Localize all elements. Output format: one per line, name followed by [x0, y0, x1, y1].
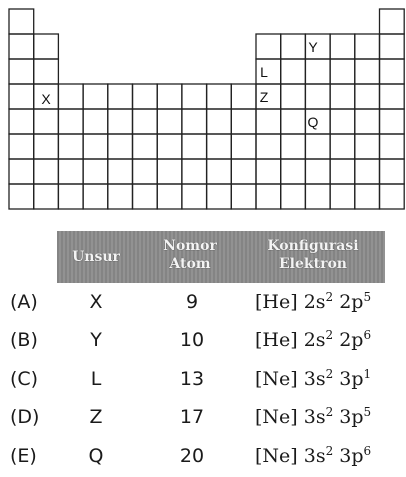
header-atomic-number: Nomor Atom: [163, 238, 217, 272]
table-cell: [58, 184, 83, 209]
table-cell: [157, 159, 182, 184]
option-element: Z: [89, 406, 103, 428]
table-cell: [83, 184, 108, 209]
table-cell: [330, 34, 355, 59]
table-cell: [34, 34, 59, 59]
header-electron-configuration: Konfigurasi Elektron: [267, 238, 359, 272]
table-cell: [207, 159, 232, 184]
option-atomic-number: 13: [179, 368, 205, 390]
table-cell: [380, 159, 405, 184]
table-cell: [182, 109, 207, 134]
table-cell: [207, 84, 232, 109]
table-cell: [133, 159, 158, 184]
table-cell: [108, 109, 133, 134]
table-cell: [256, 134, 281, 159]
table-cell: [281, 34, 306, 59]
table-cell: [83, 159, 108, 184]
table-cell: [108, 159, 133, 184]
table-cell: [355, 184, 380, 209]
table-cell: [9, 159, 34, 184]
table-cell: [330, 59, 355, 84]
element-label-y: Y: [308, 39, 318, 55]
table-cell: [83, 134, 108, 159]
table-cell: [182, 184, 207, 209]
option-atomic-number: 17: [179, 406, 205, 428]
table-cell: [355, 84, 380, 109]
table-cell: [281, 59, 306, 84]
option-element: L: [90, 368, 102, 390]
option-row-b[interactable]: [0, 325, 406, 355]
table-cell: [34, 184, 59, 209]
table-cell: [380, 34, 405, 59]
table-cell: [108, 134, 133, 159]
table-cell: [380, 134, 405, 159]
table-cell: [330, 109, 355, 134]
option-row-d[interactable]: [0, 402, 406, 432]
table-cell: [305, 134, 330, 159]
table-cell: [182, 84, 207, 109]
table-cell: [157, 84, 182, 109]
option-configuration: [He] $2s^2$ $2p^5$: [255, 290, 372, 313]
table-cell: [231, 84, 256, 109]
table-cell: [108, 184, 133, 209]
table-cell: [207, 109, 232, 134]
table-cell: [256, 109, 281, 134]
table-cell: [281, 159, 306, 184]
table-cell: [34, 134, 59, 159]
option-label: (C): [10, 368, 39, 390]
table-cell: [256, 159, 281, 184]
table-cell: [380, 184, 405, 209]
table-cell: [9, 184, 34, 209]
table-cell: [207, 134, 232, 159]
table-cell: [231, 109, 256, 134]
table-cell: [380, 109, 405, 134]
table-cell: [330, 134, 355, 159]
table-cell: [83, 84, 108, 109]
table-cell: [9, 34, 34, 59]
table-cell: [58, 84, 83, 109]
table-cell: [9, 9, 34, 34]
element-label-z: Z: [259, 89, 269, 105]
option-label: (A): [10, 291, 38, 313]
table-cell: [58, 109, 83, 134]
table-cell: [9, 109, 34, 134]
option-element: Y: [90, 329, 102, 351]
table-cell: [355, 34, 380, 59]
table-cell: [9, 134, 34, 159]
table-cell: [133, 109, 158, 134]
table-cell: [355, 59, 380, 84]
table-cell: [182, 134, 207, 159]
table-cell: [157, 184, 182, 209]
option-atomic-number: 10: [179, 329, 205, 351]
table-cell: [330, 84, 355, 109]
table-cell: [231, 159, 256, 184]
table-cell: [34, 109, 59, 134]
table-cell: [231, 134, 256, 159]
table-cell: [83, 109, 108, 134]
table-cell: [380, 59, 405, 84]
table-cell: [305, 184, 330, 209]
option-label: (B): [10, 329, 38, 351]
table-cell: [207, 184, 232, 209]
table-cell: [281, 84, 306, 109]
element-label-l: L: [260, 64, 268, 80]
option-configuration: [Ne] $3s^2$ $3p^1$: [255, 367, 372, 390]
option-configuration: [Ne] $3s^2$ $3p^6$: [255, 444, 372, 467]
table-cell: [182, 159, 207, 184]
option-row-e[interactable]: [0, 441, 406, 471]
table-cell: [58, 134, 83, 159]
option-configuration: [Ne] $3s^2$ $3p^5$: [255, 405, 372, 428]
option-atomic-number: 20: [179, 445, 205, 467]
option-label: (D): [10, 406, 40, 428]
table-cell: [281, 184, 306, 209]
table-cell: [9, 84, 34, 109]
table-cell: [231, 184, 256, 209]
table-cell: [380, 9, 405, 34]
option-row-c[interactable]: [0, 364, 406, 394]
table-cell: [133, 184, 158, 209]
table-cell: [305, 84, 330, 109]
table-cell: [34, 59, 59, 84]
table-cell: [281, 134, 306, 159]
table-cell: [9, 59, 34, 84]
table-cell: [256, 34, 281, 59]
table-cell: [281, 109, 306, 134]
option-configuration: [He] $2s^2$ $2p^6$: [255, 328, 372, 351]
table-cell: [355, 109, 380, 134]
option-atomic-number: 9: [185, 291, 199, 313]
header-element: Unsur: [72, 249, 120, 265]
table-cell: [330, 159, 355, 184]
option-label: (E): [10, 445, 37, 467]
table-cell: [305, 159, 330, 184]
table-cell: [157, 109, 182, 134]
table-cell: [133, 84, 158, 109]
table-cell: [133, 134, 158, 159]
option-element: Q: [88, 445, 104, 467]
table-cell: [58, 159, 83, 184]
table-cell: [355, 134, 380, 159]
option-element: X: [89, 291, 103, 313]
table-cell: [330, 184, 355, 209]
element-label-q: Q: [307, 114, 319, 130]
element-label-x: X: [41, 91, 51, 107]
table-cell: [108, 84, 133, 109]
table-cell: [34, 159, 59, 184]
table-cell: [380, 84, 405, 109]
periodic-table-grid: [0, 0, 406, 215]
table-cell: [157, 134, 182, 159]
table-cell: [256, 184, 281, 209]
table-cell: [305, 59, 330, 84]
table-cell: [355, 159, 380, 184]
option-row-a[interactable]: [0, 287, 406, 317]
